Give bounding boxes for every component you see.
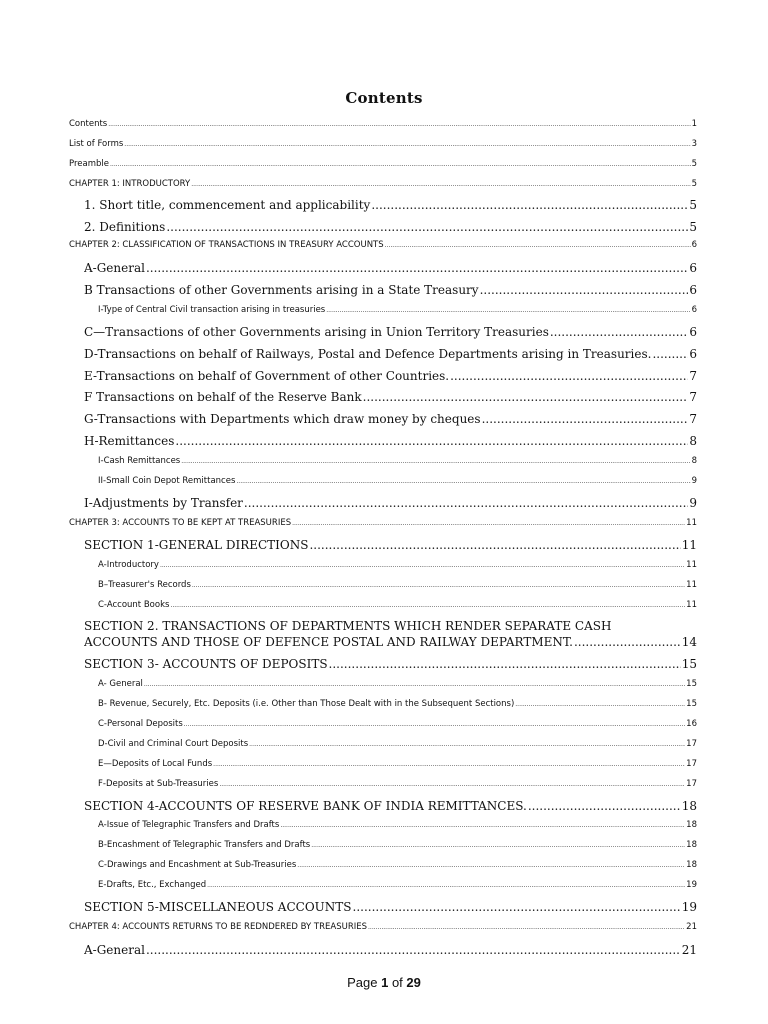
toc-entry-leader <box>292 520 685 527</box>
toc-entry-title: SECTION 4-ACCOUNTS OF RESERVE BANK OF INDIA REMITTANCES. <box>84 799 527 813</box>
toc-entry-leader <box>353 900 681 914</box>
toc-entry[interactable] <box>98 679 697 689</box>
toc-entry-page-number: 15 <box>686 699 697 709</box>
toc-entry-title: A-General <box>84 943 145 957</box>
toc-entry-leader <box>249 741 685 748</box>
toc-entry-title: F-Deposits at Sub-Treasuries <box>98 779 219 789</box>
toc-entry-title: D-Transactions on behalf of Railways, Postal and Defence Departments arising in Treasuries. <box>84 347 652 361</box>
toc-entry-leader <box>480 283 689 297</box>
toc-entry-title: ACCOUNTS AND THOSE OF DEFENCE POSTAL AND RAILWAY DEPARTMENT. <box>84 635 573 649</box>
toc-entry-page-number: 6 <box>691 240 697 250</box>
toc-entry-page-number: 7 <box>689 369 697 383</box>
toc-entry-leader <box>175 434 688 448</box>
toc-entry-title: C-Drawings and Encashment at Sub-Treasuries <box>98 860 297 870</box>
toc-entry-title: A-Issue of Telegraphic Transfers and Drafts <box>98 820 280 830</box>
toc-entry-leader <box>385 242 691 249</box>
toc-entry[interactable] <box>98 699 697 709</box>
toc-entry-page-number: 6 <box>689 283 697 297</box>
toc-entry-page-number: 16 <box>686 719 697 729</box>
toc-entry-title: A-General <box>84 261 145 275</box>
page-title: Contents <box>345 89 423 107</box>
toc-entry-page-number: 3 <box>691 139 697 149</box>
toc-entry[interactable] <box>84 347 697 361</box>
toc-entry[interactable] <box>69 518 697 528</box>
toc-entry-title: H-Remittances <box>84 434 175 448</box>
footer-prefix: Page <box>347 975 378 990</box>
toc-entry-title: E—Deposits of Local Funds <box>98 759 213 769</box>
toc-entry-leader <box>482 412 689 426</box>
toc-entry-leader <box>110 161 691 168</box>
toc-entry-page-number: 7 <box>689 390 697 404</box>
toc-entry[interactable] <box>98 779 697 789</box>
toc-entry[interactable] <box>84 657 697 671</box>
toc-entry[interactable] <box>84 943 697 957</box>
toc-entry-leader <box>297 862 685 869</box>
toc-entry-leader <box>363 390 689 404</box>
toc-entry-title: B Transactions of other Governments arising in a State Treasury <box>84 283 479 297</box>
toc-entry[interactable] <box>98 759 697 769</box>
toc-entry-leader <box>213 761 685 768</box>
toc-entry-title: B–Treasurer's Records <box>98 580 191 590</box>
toc-entry-title: CHAPTER 4: ACCOUNTS RETURNS TO BE REDNDERED BY TREASURIES <box>69 922 368 932</box>
toc-entry-page-number: 7 <box>689 412 697 426</box>
toc-entry-page-number: 6 <box>689 325 697 339</box>
toc-entry-title: I-Adjustments by Transfer <box>84 496 243 510</box>
toc-entry[interactable] <box>69 119 697 129</box>
toc-entry[interactable] <box>84 369 697 383</box>
toc-entry-page-number: 8 <box>689 434 697 448</box>
toc-entry[interactable] <box>98 739 697 749</box>
toc-entry[interactable] <box>98 456 697 466</box>
toc-entry-page-number: 9 <box>689 496 697 510</box>
toc-entry-page-number: 5 <box>689 198 697 212</box>
toc-entry[interactable] <box>69 240 697 250</box>
toc-entry-title: Contents <box>69 119 108 129</box>
toc-entry-title: II-Small Coin Depot Remittances <box>98 476 236 486</box>
toc-entry[interactable] <box>84 538 697 552</box>
toc-entry-leader <box>191 181 690 188</box>
toc-entry-leader <box>207 882 685 889</box>
toc-entry-title: Preamble <box>69 159 109 169</box>
toc-entry-page-number: 17 <box>686 759 697 769</box>
toc-entry-title: SECTION 3- ACCOUNTS OF DEPOSITS <box>84 657 328 671</box>
toc-entry-title: G-Transactions with Departments which draw money by cheques <box>84 412 481 426</box>
toc-entry-leader <box>144 681 685 688</box>
toc-entry-page-number: 5 <box>689 220 697 234</box>
toc-entry-title: SECTION 1-GENERAL DIRECTIONS <box>84 538 309 552</box>
toc-entry[interactable] <box>98 305 697 315</box>
toc-entry-title: CHAPTER 3: ACCOUNTS TO BE KEPT AT TREASURIES <box>69 518 292 528</box>
toc-entry[interactable] <box>84 434 697 448</box>
toc-entry[interactable] <box>84 198 697 212</box>
toc-entry-leader <box>181 458 690 465</box>
toc-entry-leader <box>124 141 690 148</box>
toc-entry-title: C-Personal Deposits <box>98 719 183 729</box>
toc-entry[interactable] <box>84 283 697 297</box>
toc-entry-title: A- General <box>98 679 143 689</box>
toc-entry-title: C-Account Books <box>98 600 170 610</box>
toc-entry-leader <box>329 657 681 671</box>
toc-entry[interactable] <box>84 799 697 813</box>
toc-entry[interactable] <box>84 412 697 426</box>
toc-entry-title: F Transactions on behalf of the Reserve Bank <box>84 390 362 404</box>
toc-entry-page-number: 11 <box>686 600 697 610</box>
toc-entry-title: I-Cash Remittances <box>98 456 181 466</box>
toc-entry-page-number: 18 <box>686 840 697 850</box>
toc-entry[interactable] <box>84 325 697 339</box>
toc-entry[interactable] <box>98 560 697 570</box>
toc-entry-leader <box>326 307 690 314</box>
toc-entry[interactable] <box>98 820 697 830</box>
toc-entry[interactable] <box>69 179 697 189</box>
toc-entry[interactable] <box>84 900 697 914</box>
footer-of: of <box>391 975 403 990</box>
toc-entry-title: I-Type of Central Civil transaction arising in treasuries <box>98 305 326 315</box>
footer-current-page: 1 <box>381 975 389 990</box>
toc-entry-page-number: 9 <box>691 476 697 486</box>
toc-entry-leader <box>146 261 688 275</box>
toc-entry[interactable] <box>84 496 697 510</box>
toc-entry[interactable] <box>98 840 697 850</box>
toc-entry-leader <box>160 562 685 569</box>
toc-entry[interactable] <box>98 880 697 890</box>
toc-entry-page-number: 21 <box>686 922 697 932</box>
toc-entry-title: CHAPTER 1: INTRODUCTORY <box>69 179 191 189</box>
toc-entry-leader <box>528 799 681 813</box>
toc-entry-leader <box>368 924 685 931</box>
toc-entry-page-number: 6 <box>689 347 697 361</box>
toc-entry[interactable] <box>84 619 611 633</box>
toc-entry-leader <box>170 602 685 609</box>
toc-entry-leader <box>244 496 688 510</box>
toc-entry-page-number: 6 <box>689 261 697 275</box>
toc-entry-leader <box>309 538 680 552</box>
toc-entry[interactable] <box>98 600 697 610</box>
toc-entry-leader <box>192 582 685 589</box>
toc-entry[interactable] <box>98 580 697 590</box>
toc-entry-title: B- Revenue, Securely, Etc. Deposits (i.e. Other than Those Dealt with in the Subsequent Sections) <box>98 699 515 709</box>
toc-entry[interactable] <box>84 390 697 404</box>
toc-entry-page-number: 5 <box>691 179 697 189</box>
toc-entry-title: List of Forms <box>69 139 124 149</box>
toc-entry-title: E-Drafts, Etc., Exchanged <box>98 880 207 890</box>
toc-entry[interactable] <box>84 635 697 649</box>
toc-entry-leader <box>550 325 689 339</box>
toc-entry-page-number: 8 <box>691 456 697 466</box>
toc-entry-title: CHAPTER 2: CLASSIFICATION OF TRANSACTIONS IN TREASURY ACCOUNTS <box>69 240 384 250</box>
page-footer <box>0 975 768 990</box>
toc-entry-page-number: 17 <box>686 739 697 749</box>
toc-entry-title: E-Transactions on behalf of Government of other Countries. <box>84 369 450 383</box>
toc-entry-page-number: 18 <box>681 799 697 813</box>
toc-entry-leader <box>146 943 681 957</box>
toc-entry-page-number: 14 <box>681 635 697 649</box>
toc-entry-title: A-Introductory <box>98 560 159 570</box>
toc-entry-page-number: 19 <box>686 880 697 890</box>
toc-entry-page-number: 21 <box>681 943 697 957</box>
toc-entry-page-number: 18 <box>686 820 697 830</box>
toc-entry[interactable] <box>69 159 697 169</box>
toc-entry-page-number: 11 <box>681 538 697 552</box>
toc-entry-title: SECTION 2. TRANSACTIONS OF DEPARTMENTS WHICH RENDER SEPARATE CASH <box>84 619 612 633</box>
toc-entry-title: B-Encashment of Telegraphic Transfers and Drafts <box>98 840 311 850</box>
toc-entry-page-number: 15 <box>681 657 697 671</box>
toc-entry-leader <box>311 842 685 849</box>
toc-entry-leader <box>574 635 681 649</box>
toc-entry-page-number: 19 <box>681 900 697 914</box>
toc-entry[interactable] <box>84 261 697 275</box>
toc-entry-page-number: 18 <box>686 860 697 870</box>
toc-entry-leader <box>219 781 685 788</box>
toc-entry-title: 1. Short title, commencement and applicability <box>84 198 371 212</box>
toc-entry-page-number: 11 <box>686 560 697 570</box>
toc-entry-title: D-Civil and Criminal Court Deposits <box>98 739 249 749</box>
toc-entry[interactable] <box>69 922 697 932</box>
toc-entry-page-number: 6 <box>691 305 697 315</box>
toc-entry-leader <box>184 721 685 728</box>
toc-entry[interactable] <box>98 476 697 486</box>
toc-entry-leader <box>166 220 688 234</box>
toc-entry-page-number: 15 <box>686 679 697 689</box>
toc-entry[interactable] <box>69 139 697 149</box>
toc-entry-page-number: 17 <box>686 779 697 789</box>
toc-entry-leader <box>450 369 688 383</box>
toc-entry-leader <box>515 701 685 708</box>
toc-entry-title: C—Transactions of other Governments arising in Union Territory Treasuries <box>84 325 549 339</box>
footer-total-pages: 29 <box>406 975 421 990</box>
toc-entry-leader <box>371 198 688 212</box>
toc-entry-leader <box>108 121 690 128</box>
toc-entry[interactable] <box>84 220 697 234</box>
toc-entry-leader <box>280 822 685 829</box>
toc-entry-page-number: 11 <box>686 518 697 528</box>
toc-entry[interactable] <box>98 860 697 870</box>
toc-entry-title: 2. Definitions <box>84 220 166 234</box>
toc-entry-leader <box>652 347 688 361</box>
toc-entry-title: SECTION 5-MISCELLANEOUS ACCOUNTS <box>84 900 352 914</box>
toc-entry-page-number: 1 <box>691 119 697 129</box>
toc-entry[interactable] <box>98 719 697 729</box>
toc-entry-page-number: 11 <box>686 580 697 590</box>
toc-entry-page-number: 5 <box>691 159 697 169</box>
toc-entry-leader <box>236 478 690 485</box>
